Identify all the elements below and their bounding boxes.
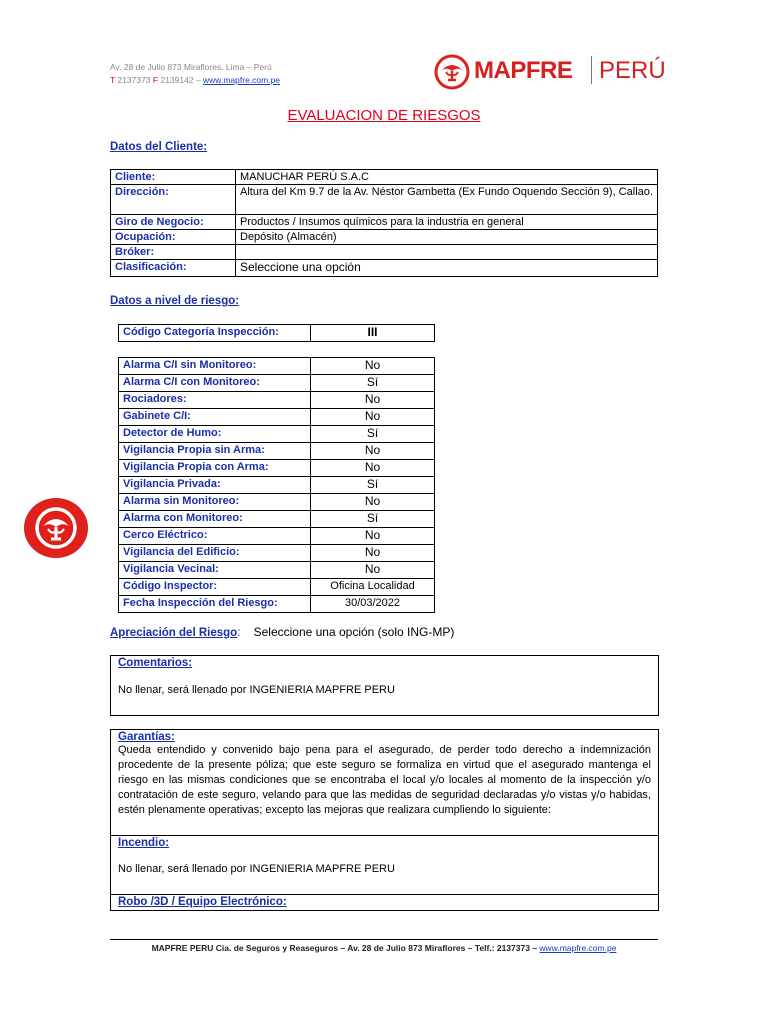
phone-prefix: T [110,75,116,85]
table-row [119,579,435,596]
inspector-value: Oficina Localidad [311,579,435,596]
risk-label: Vigilancia del Edificio: [119,545,311,562]
table-row [119,426,435,443]
category-label: Código Categoría Inspección: [119,325,311,342]
fire-heading: Incendio: [118,837,170,849]
address-line: Av. 28 de Julio 873 Miraflores, Lima – Perú [110,62,272,72]
client-value: MANUCHAR PERÚ S.A.C [236,170,658,185]
footer [0,943,768,953]
risk-value: No [311,545,435,562]
risk-label: Alarma C/I con Monitoreo: [119,375,311,392]
comments-text[interactable]: No llenar, será llenado por INGENIERIA MAPFRE PERU [118,684,395,696]
risk-section-heading: Datos a nivel de riesgo: [110,295,240,307]
table-row [111,245,658,260]
risk-value: Sí [311,375,435,392]
table-row [119,409,435,426]
guarantees-box [110,729,659,911]
header-address [110,61,280,87]
phone-number: 2137373 [117,75,151,85]
theft-section [111,895,658,909]
occupation-label: Ocupación: [111,230,236,245]
risk-value: No [311,528,435,545]
risk-value: No [311,494,435,511]
mapfre-badge [24,498,88,558]
risk-value: No [311,562,435,579]
table-row [119,392,435,409]
risk-label: Gabinete C/I: [119,409,311,426]
inspection-date-label: Fecha Inspección del Riesgo: [119,596,311,613]
appreciation-select[interactable]: Seleccione una opción (solo ING-MP) [253,625,455,639]
table-row [119,511,435,528]
mapfre-logo [434,52,666,92]
footer-divider [110,939,658,940]
risk-value: Sí [311,477,435,494]
business-label: Giro de Negocio: [111,215,236,230]
table-row [119,443,435,460]
classification-label: Clasificación: [111,260,236,277]
occupation-value: Depósito (Almacén) [236,230,658,245]
category-value: III [311,325,435,342]
table-row [119,562,435,579]
fax-prefix: F [152,75,159,85]
risk-label: Alarma C/I sin Monitoreo: [119,358,311,375]
contact-line [110,74,280,87]
risk-value: Sí [311,426,435,443]
risk-value: No [311,409,435,426]
appreciation-row: Apreciación del Riesgo: Seleccione una opción (solo ING-MP) [110,625,455,639]
risk-label: Alarma sin Monitoreo: [119,494,311,511]
appreciation-label: Apreciación del Riesgo [110,627,238,639]
mapfre-tree-icon [24,498,88,558]
logo-country: PERÚ [599,57,666,84]
table-row [119,460,435,477]
comments-heading: Comentarios: [118,657,193,669]
risk-value: Sí [311,511,435,528]
table-row [111,185,658,215]
fire-section [111,836,658,895]
risk-label: Detector de Humo: [119,426,311,443]
broker-value [236,245,658,260]
address-value: Altura del Km 9.7 de la Av. Néstor Gambetta (Ex Fundo Oquendo Sección 9), Callao. [236,185,658,215]
risk-label: Alarma con Monitoreo: [119,511,311,528]
table-row [111,215,658,230]
logo-separator [591,56,592,84]
logo-brand: MAPFRE [474,57,573,84]
theft-heading: Robo /3D / Equipo Electrónico: [118,896,287,908]
category-table [118,324,435,342]
client-section-heading: Datos del Cliente: [110,141,208,153]
risk-label: Vigilancia Privada: [119,477,311,494]
client-table [110,169,658,277]
risk-table [118,357,435,613]
guarantees-text: Queda entendido y convenido bajo pena para el asegurado, de perder todo derecho a indemnización procedente de la presente póliza; que este seguro se formaliza en virtud que el asegurado mantenga el riesgo en las mismas condiciones que se encontraba el local y/o locales al momento de la inspección y/o contratación de este seguro, velando para que las medidas de seguridad declaradas y/o vistas y/o habidas, estén plenamente operativas; excepto las mejoras que realizara cumpliendo lo siguiente: [118,744,651,816]
table-row [119,375,435,392]
guarantees-heading: Garantías: [118,731,175,743]
client-label: Cliente: [111,170,236,185]
risk-value: No [311,460,435,477]
table-row [111,230,658,245]
risk-value: No [311,358,435,375]
table-row [119,358,435,375]
risk-value: No [311,443,435,460]
table-row [119,545,435,562]
address-label: Dirección: [111,185,236,215]
table-row [119,325,435,342]
risk-label: Vigilancia Vecinal: [119,562,311,579]
risk-label: Vigilancia Propia sin Arma: [119,443,311,460]
inspector-label: Código Inspector: [119,579,311,596]
table-row [111,260,658,277]
guarantees-section [111,730,658,836]
table-row [119,596,435,613]
inspection-date-value: 30/03/2022 [311,596,435,613]
table-row [119,494,435,511]
table-row [111,170,658,185]
document-title: EVALUACION DE RIESGOS [287,107,481,124]
broker-label: Bróker: [111,245,236,260]
mapfre-tree-icon [434,54,470,90]
fax-number: 2139142 – [160,75,201,85]
table-row [119,528,435,545]
footer-text: MAPFRE PERU Cía. de Seguros y Reaseguros – Av. 28 de Julio 873 Miraflores – Telf.: 2137373 – [151,943,538,953]
risk-label: Rociadores: [119,392,311,409]
fire-text[interactable]: No llenar, será llenado por INGENIERIA MAPFRE PERU [118,863,395,875]
business-value: Productos / Insumos químicos para la industria en general [236,215,658,230]
classification-select[interactable]: Seleccione una opción [236,260,658,277]
header-website-link[interactable]: www.mapfre.com.pe [203,75,281,85]
risk-value: No [311,392,435,409]
risk-label: Cerco Eléctrico: [119,528,311,545]
comments-box [110,655,659,716]
footer-website-link[interactable]: www.mapfre.com.pe [539,943,617,953]
risk-label: Vigilancia Propia con Arma: [119,460,311,477]
table-row [119,477,435,494]
